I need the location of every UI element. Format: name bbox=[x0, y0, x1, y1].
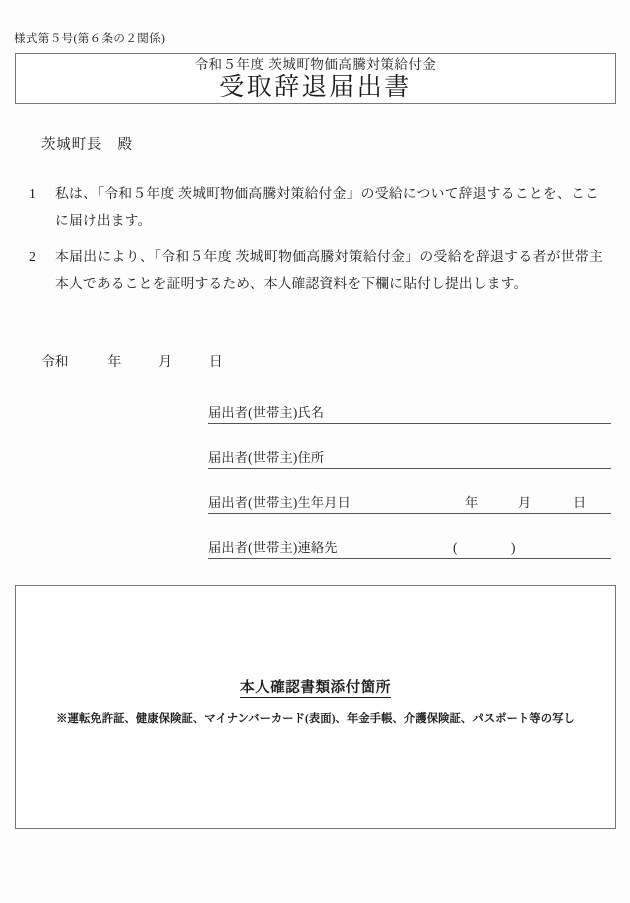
field-label: 届出者(世帯主)氏名 bbox=[208, 405, 325, 420]
era-label: 令和 bbox=[41, 354, 69, 369]
attachment-title-text: 本人確認書類添付箇所 bbox=[240, 680, 391, 696]
addressee-line: 茨城町長 殿 bbox=[41, 137, 133, 153]
birth-month-unit: 月 bbox=[518, 495, 532, 510]
clause-marker: 1 bbox=[29, 186, 37, 201]
contact-paren-close: ) bbox=[511, 540, 516, 555]
contact-paren-open: ( bbox=[453, 540, 458, 555]
attachment-note: ※運転免許証、健康保険証、マイナンバーカード(表面)、年金手帳、介護保険証、パスポート等の写し bbox=[56, 713, 575, 725]
page-title: 受取辞退届出書 bbox=[219, 74, 412, 102]
clause-item-1 bbox=[29, 181, 599, 235]
birth-day-unit: 日 bbox=[573, 495, 587, 510]
identity-document-attachment-box[interactable] bbox=[15, 585, 616, 829]
field-label: 届出者(世帯主)連絡先 bbox=[208, 540, 338, 555]
field-applicant-birthdate[interactable] bbox=[208, 492, 611, 514]
attachment-title bbox=[16, 676, 615, 697]
clause-marker: 2 bbox=[29, 249, 37, 264]
day-unit: 日 bbox=[208, 354, 223, 369]
title-subtitle: 令和５年度 茨城町物価高騰対策給付金 bbox=[194, 57, 437, 72]
field-applicant-contact[interactable] bbox=[208, 537, 611, 559]
title-box bbox=[15, 53, 616, 104]
field-applicant-name[interactable] bbox=[208, 402, 611, 424]
clause-item-2 bbox=[29, 244, 603, 298]
year-unit: 年 bbox=[107, 354, 122, 369]
month-unit: 月 bbox=[158, 354, 172, 369]
submission-date-line[interactable] bbox=[41, 350, 223, 370]
field-label: 届出者(世帯主)住所 bbox=[208, 450, 325, 465]
field-label: 届出者(世帯主)生年月日 bbox=[208, 495, 352, 510]
birth-year-unit: 年 bbox=[465, 495, 479, 510]
clause-text: 本届出により、「令和５年度 茨城町物価高騰対策給付金」の受給を辞退する者が世帯主本人であることを証明するため、本人確認資料を下欄に貼付し提出します。 bbox=[55, 249, 603, 291]
clause-text: 私は、「令和５年度 茨城町物価高騰対策給付金」の受給について辞退することを、ここに届け出ます。 bbox=[55, 186, 599, 228]
form-number-label: 様式第５号(第６条の２関係) bbox=[14, 33, 166, 45]
field-applicant-address[interactable] bbox=[208, 447, 611, 469]
